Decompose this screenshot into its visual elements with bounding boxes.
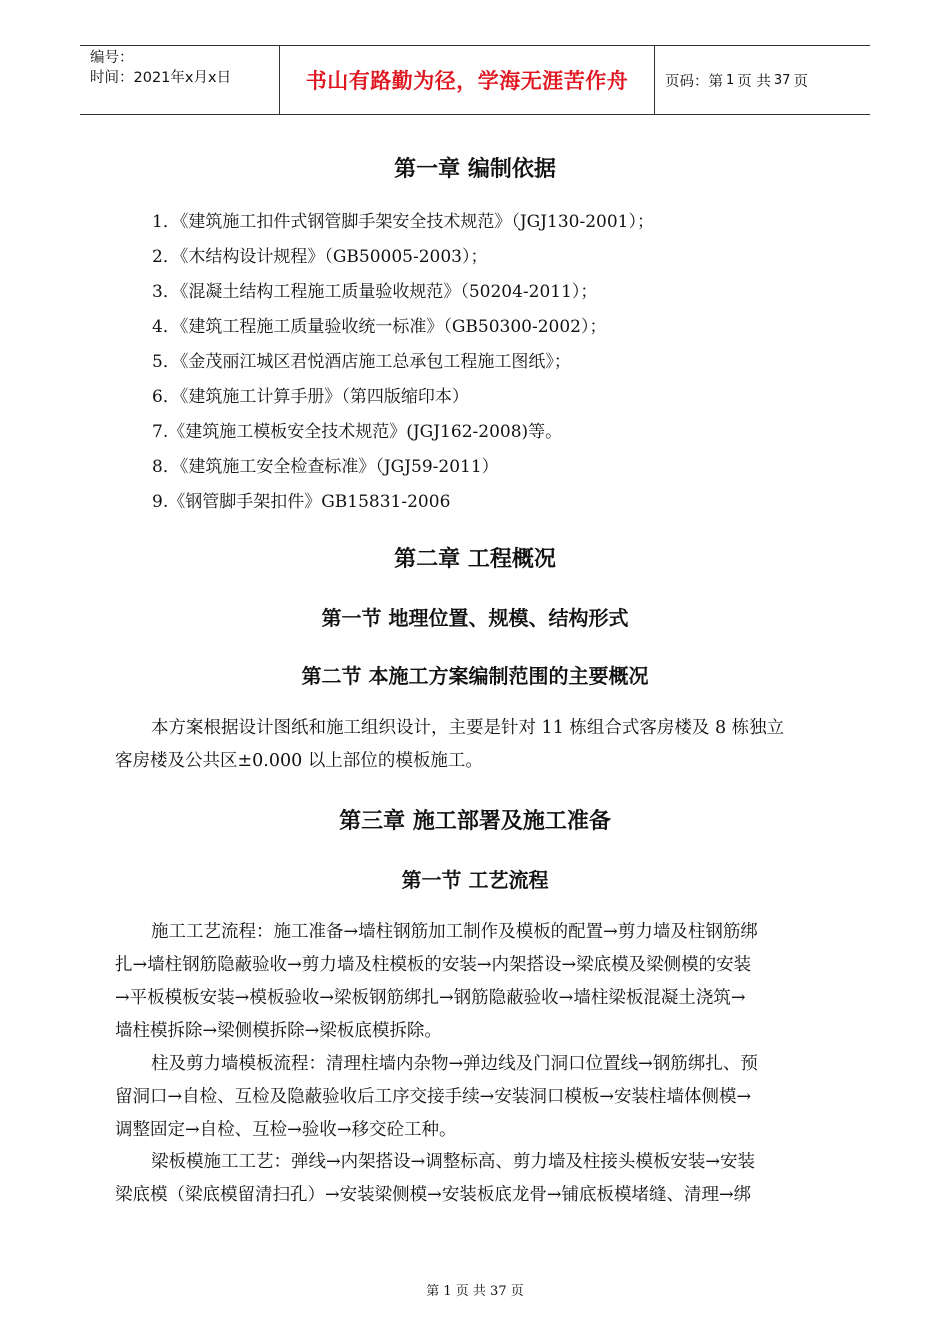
header-page-info: [655, 46, 870, 114]
paragraph-line: 柱及剪力墙模板流程：清理柱墙内杂物→弹边线及门洞口位置线→钢筋绑扎、预: [151, 1054, 758, 1074]
chapter3-title: 第三章 施工部署及施工准备: [339, 808, 611, 834]
list-item: 8．《建筑施工安全检查标准》（JGJ59-2011）: [152, 457, 499, 477]
header-meta: [80, 46, 280, 114]
page-end-label: 页: [793, 73, 808, 90]
beam-slab-paragraph: [115, 1146, 840, 1212]
time-label: 时间：2021年x月x日: [90, 70, 232, 86]
page-header: [80, 45, 870, 115]
paragraph-line: 墙柱模拆除→梁侧模拆除→梁板底模拆除。: [115, 1021, 442, 1041]
serial-label: 编号：: [90, 50, 134, 66]
process-paragraph: [115, 916, 840, 1048]
list-item: 4．《建筑工程施工质量验收统一标准》（GB50300-2002）；: [152, 317, 607, 337]
page-number: 1: [726, 72, 735, 88]
list-item: 3．《混凝土结构工程施工质量验收规范》（50204-2011）；: [152, 282, 598, 302]
page-mid-label: 页 共: [737, 73, 771, 90]
list-item: 6．《建筑施工计算手册》（第四版缩印本）: [152, 387, 469, 407]
paragraph-line: 调整固定→自检、互检→验收→移交砼工种。: [115, 1120, 457, 1140]
header-motto-cell: [280, 46, 655, 114]
paragraph-line: 本方案根据设计图纸和施工组织设计，主要是针对 11 栋组合式客房楼及 8 栋独立: [151, 718, 785, 738]
chapter2-section1-title: 第一节 地理位置、规模、结构形式: [321, 606, 629, 630]
list-item: 2．《木结构设计规程》（GB50005-2003）；: [152, 247, 488, 267]
header-motto: 书山有路勤为径，学海无涯苦作舟: [305, 68, 629, 93]
page-footer: 第 1 页 共 37 页: [426, 1284, 524, 1299]
chapter3-section1-title: 第一节 工艺流程: [401, 868, 549, 892]
reference-list: [152, 208, 654, 523]
paragraph-line: 扎→墙柱钢筋隐蔽验收→剪力墙及柱模板的安装→内架搭设→梁底模及梁侧模的安装: [115, 955, 752, 975]
column-wall-paragraph: [115, 1048, 840, 1147]
chapter2-section2-title: 第二节 本施工方案编制范围的主要概况: [301, 664, 649, 688]
chapter2-title: 第二章 工程概况: [394, 546, 556, 572]
paragraph-line: 梁板模施工工艺：弹线→内架搭设→调整标高、剪力墙及柱接头模板安装→安装: [151, 1152, 755, 1172]
chapter1-title: 第一章 编制依据: [394, 156, 556, 182]
page-label: 页码：第: [665, 73, 723, 90]
paragraph-line: 施工工艺流程：施工准备→墙柱钢筋加工制作及模板的配置→剪力墙及柱钢筋绑: [151, 922, 758, 942]
chapter2-paragraph: [115, 712, 840, 778]
list-item: 9.《钢管脚手架扣件》GB15831-2006: [152, 492, 451, 512]
list-item: 1．《建筑施工扣件式钢管脚手架安全技术规范》（JGJ130-2001）；: [152, 212, 654, 232]
list-item: 7.《建筑施工模板安全技术规范》(JGJ162-2008)等。: [152, 422, 563, 442]
paragraph-line: 梁底模（梁底模留清扫孔）→安装梁侧模→安装板底龙骨→铺底板模堵缝、清理→绑: [115, 1185, 752, 1205]
list-item: 5．《金茂丽江城区君悦酒店施工总承包工程施工图纸》；: [152, 352, 571, 372]
total-pages: 37: [773, 72, 791, 88]
paragraph-line: 客房楼及公共区±0.000 以上部位的模板施工。: [115, 751, 483, 771]
paragraph-line: 留洞口→自检、互检及隐蔽验收后工序交接手续→安装洞口模板→安装柱墙体侧模→: [115, 1087, 752, 1107]
paragraph-line: →平板模板安装→模板验收→梁板钢筋绑扎→钢筋隐蔽验收→墙柱梁板混凝土浇筑→: [115, 988, 746, 1008]
